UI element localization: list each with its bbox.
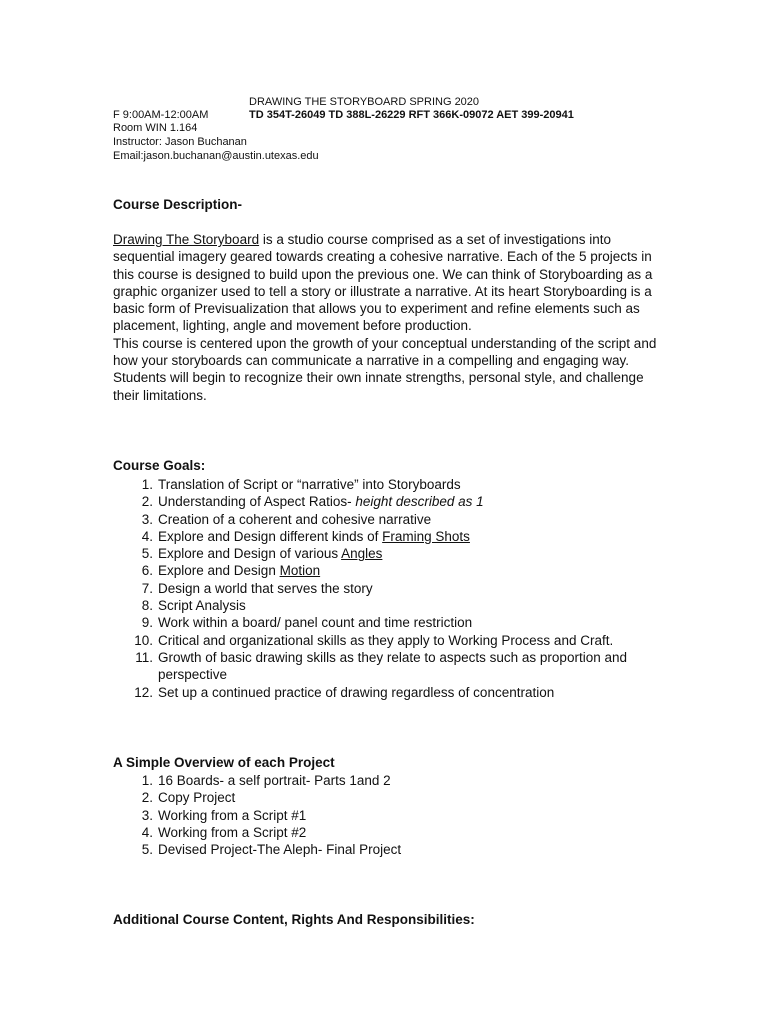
list-item-number: 10 .	[113, 632, 153, 649]
list-item	[113, 824, 673, 841]
list-item-number: 11 .	[113, 649, 153, 666]
description-text: is a studio course comprised as a set of investigations into sequential imagery geared towards creating a cohesive narrative. Each of the 5 projects in this course is designed to build upon the previous one. We can think of Storyboarding as a graphic organizer used to tell a story or illustrate a narrative. At its heart Storyboarding is a basic form of Previsualization that allows you to experiment and refine elements such as placement, lighting, angle and movement before production.	[113, 232, 653, 334]
list-item-text: Critical and organizational skills as they apply to Working Process and Craft.	[158, 632, 614, 648]
list-item	[113, 649, 673, 684]
list-item-text: Growth of basic drawing skills as they relate to aspects such as proportion and perspective	[158, 649, 627, 683]
course-goals-list	[113, 476, 673, 701]
list-item-number: 4 .	[113, 824, 153, 841]
description-paragraph-2: This course is centered upon the growth of your conceptual understanding of the script and how your storyboards can communicate a narrative in a compelling and engaging way. Students will begin to recognize their own innate strengths, personal style, and challenge their limitations.	[113, 335, 657, 403]
list-item-link: Angles	[341, 546, 383, 562]
list-item-number: 1 .	[113, 772, 153, 789]
list-item	[113, 841, 673, 858]
course-goals-heading: Course Goals:	[113, 458, 206, 473]
meeting-time: F 9:00AM-12:00AM	[113, 109, 209, 121]
list-item-number: 5 .	[113, 545, 153, 562]
list-item-text: Translation of Script or “narrative” into Storyboards	[158, 477, 461, 492]
instructor: Instructor: Jason Buchanan	[113, 136, 247, 148]
instructor-email: Email:jason.buchanan@austin.utexas.edu	[113, 150, 319, 162]
list-item-number: 3 .	[113, 807, 153, 824]
list-item-text: Working from a Script #2	[158, 824, 307, 840]
list-item	[113, 614, 673, 631]
list-item-text: Copy Project	[158, 790, 236, 806]
project-overview-heading: A Simple Overview of each Project	[113, 755, 335, 770]
list-item	[113, 511, 673, 528]
course-name-link: Drawing The Storyboard	[113, 232, 260, 247]
list-item-number: 3 .	[113, 511, 153, 528]
list-item	[113, 772, 673, 789]
list-item-text: Script Analysis	[158, 598, 246, 614]
list-item	[113, 545, 673, 562]
room: Room WIN 1.164	[113, 122, 198, 134]
list-item	[113, 562, 673, 579]
list-item	[113, 789, 673, 806]
list-item-text: Creation of a coherent and cohesive narrative	[158, 511, 432, 527]
list-item-number: 12 .	[113, 684, 153, 701]
list-item-text: Explore and Design	[158, 563, 280, 579]
list-item-number: 1 .	[113, 476, 153, 493]
list-item-number: 2 .	[113, 789, 153, 806]
list-item	[113, 597, 673, 614]
list-item-link: Motion	[279, 563, 321, 579]
list-item-number: 9 .	[113, 614, 153, 631]
list-item-text: Design a world that serves the story	[158, 580, 373, 596]
list-item-italic: height described as 1	[355, 494, 484, 510]
course-codes: TD 354T-26049 TD 388L-26229 RFT 366K-09072 AET 399-20941	[249, 109, 574, 121]
list-item-link: Framing Shots	[382, 528, 470, 544]
project-overview-list	[113, 772, 673, 858]
list-item-number: 7 .	[113, 580, 153, 597]
list-item-text: Working from a Script #1	[158, 807, 307, 823]
list-item-number: 5 .	[113, 841, 153, 858]
list-item	[113, 493, 673, 510]
list-item-number: 2 .	[113, 493, 153, 510]
description-paragraph-1	[113, 231, 673, 335]
list-item-text: Devised Project-The Aleph- Final Project	[158, 842, 402, 858]
list-item	[113, 632, 673, 649]
list-item-text: Explore and Design of various	[158, 546, 342, 562]
list-item-number: 6 .	[113, 562, 153, 579]
list-item	[113, 528, 673, 545]
course-description-heading: Course Description-	[113, 197, 243, 212]
list-item	[113, 580, 673, 597]
list-item	[113, 807, 673, 824]
list-item-number: 8 .	[113, 597, 153, 614]
list-item-text: Explore and Design different kinds of	[158, 528, 383, 544]
course-title: DRAWING THE STORYBOARD SPRING 2020	[249, 96, 480, 108]
list-item-number: 4 .	[113, 528, 153, 545]
list-item-text: Set up a continued practice of drawing regardless of concentration	[158, 684, 555, 700]
course-description	[113, 231, 673, 404]
list-item-text: 16 Boards- a self portrait- Parts 1and 2	[158, 773, 391, 788]
list-item	[113, 684, 673, 701]
additional-content-heading: Additional Course Content, Rights And Responsibilities:	[113, 912, 475, 927]
list-item	[113, 476, 673, 493]
list-item-text: Work within a board/ panel count and time restriction	[158, 615, 473, 631]
list-item-text: Understanding of Aspect Ratios-	[158, 494, 356, 510]
